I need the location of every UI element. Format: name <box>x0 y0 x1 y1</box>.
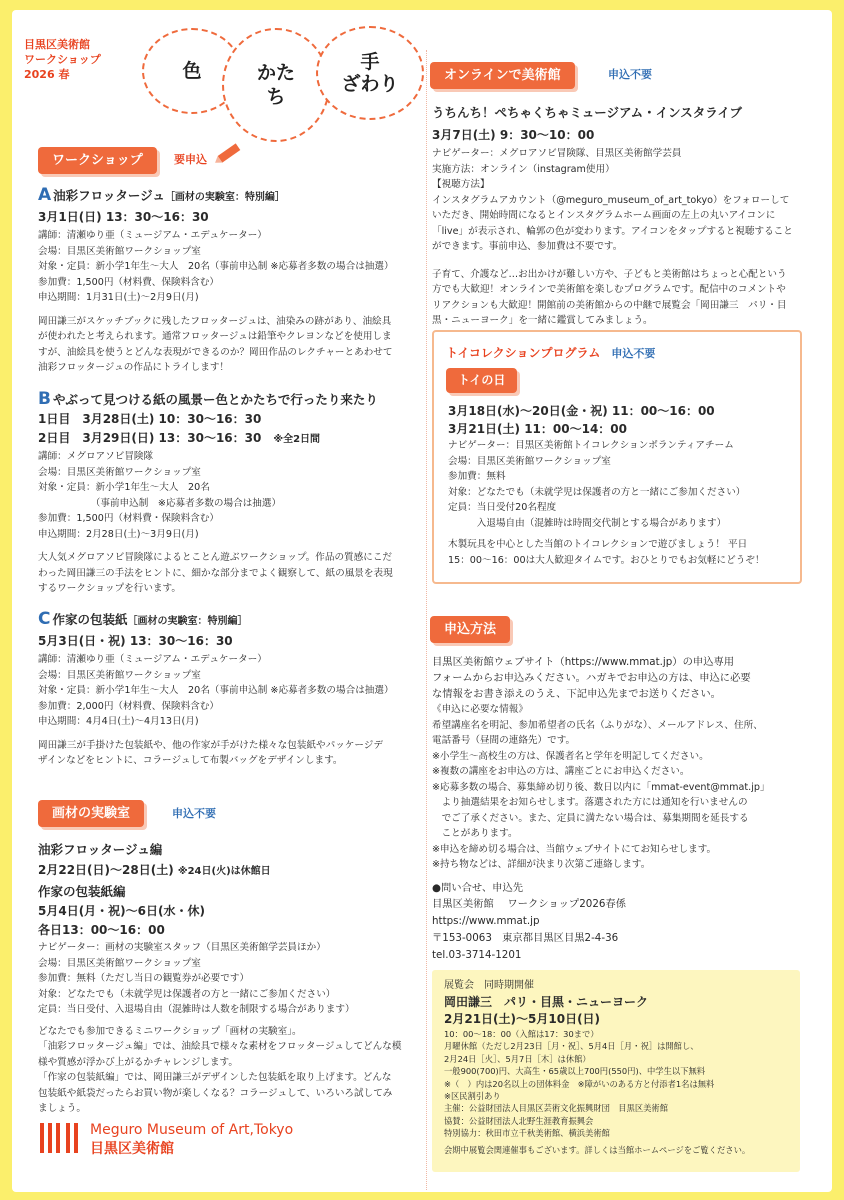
workshop-b-line-2: 会場：目黒区美術館ワークショップ室 <box>38 466 201 478</box>
workshop-c-line-2: 会場：目黒区美術館ワークショップ室 <box>38 669 201 681</box>
gazai-line-2: 会場：目黒区美術館ワークショップ室 <box>38 957 201 969</box>
gazai-date-3: 各日13：00〜16：00 <box>38 923 165 937</box>
workshop-c <box>38 608 394 769</box>
workshop-b-line-5: 参加費：1,500円（材料費・保険料含む） <box>38 513 219 524</box>
workshop-a-title: 油彩フロッタージュ <box>53 188 165 203</box>
online-desc2-2: 方でも大歓迎！オンラインで美術館を楽しむプログラムです。配信中のコメントや <box>432 284 786 295</box>
exhibition-line-5: ※（ ）内は20名以上の団体料金 ※障がいのある方と付添者1名は無料 <box>444 1078 715 1089</box>
exhibition-line-1: 10：00〜18：00（入館は17：30まで） <box>444 1029 599 1039</box>
bubble-shape <box>222 28 330 142</box>
workshop-c-line-3: 対象・定員：新小学1年生〜大人 20名（事前申込制 ※応募者多数の場合は抽選） <box>38 685 394 696</box>
online-line-3: 【視聴方法】 <box>432 179 490 190</box>
exhibition-line-4: 一般900(700)円、大高生・65歳以上700円(550円)、中学生以下無料 <box>444 1066 706 1077</box>
letter-c: C <box>38 609 51 629</box>
exhibition-title: 岡田謙三 パリ・目黒・ニューヨーク <box>444 995 649 1009</box>
apply-intro-2: フォームからお申込みください。ハガキでお申込の方は、申込に必要 <box>432 672 751 684</box>
online-date: 3月7日(土) 9：30〜10：00 <box>432 128 595 142</box>
online-desc2-4: 黒・ニューヨーク」を一緒に鑑賞してみましょう。 <box>432 315 653 326</box>
gazai-desc-4: 「作家の包装紙編」では、岡田謙三がデザインした包装紙を取り上げます。どんな <box>38 1072 392 1083</box>
workshop-b-line-4: （事前申込制 ※応募者多数の場合は抽選） <box>38 497 282 509</box>
gazai-date-2: 5月4日(月・祝)〜6日(水・休) <box>38 904 205 918</box>
letter-b: B <box>38 389 51 409</box>
bubble-touch <box>316 26 424 120</box>
online-label: オンラインで美術館 <box>430 62 575 89</box>
online-desc2-1: 子育て、介護など…お出かけが難しい方や、子どもと美術館はちょっと心配という <box>432 268 787 280</box>
exhibition-line-8: 協賛：公益財団法人北野生涯教育振興会 <box>444 1115 594 1126</box>
exhibition-dates: 2月21日(土)〜5月10日(日) <box>444 1012 601 1026</box>
toy-line-6: 入退場自由（混雑時は時間交代制とする場合があります） <box>448 517 727 529</box>
toy-date-1: 3月18日(水)〜20日(金・祝) 11：00〜16：00 <box>448 404 715 418</box>
gazai-line-4: 対象：どなたでも（未就学児は保護者の方と一緒にご参加ください） <box>38 988 336 1000</box>
online-title: うちんち！ぺちゃくちゃミュージアム・インスタライブ <box>432 105 743 120</box>
apply-needed-8: ことがあります。 <box>432 828 518 839</box>
workshop-a-line-5: 申込期間：1月31日(土)〜2月9日(月) <box>38 292 199 303</box>
apply-needed-9: ※申込を締め切る場合は、当館ウェブサイトにてお知らせします。 <box>432 843 717 855</box>
header-program: ワークショップ <box>24 53 101 66</box>
workshop-c-date: 5月3日(日・祝) 13：30〜16：30 <box>38 634 233 648</box>
workshop-note: 要申込 <box>174 153 207 166</box>
gazai-block <box>38 840 401 1117</box>
exhibition-heading: 展覧会 同時期開催 <box>444 980 534 991</box>
workshop-a <box>38 184 394 376</box>
workshop-b-day2-note: ※全2日間 <box>273 434 321 445</box>
workshop-b-title: やぶって見つける紙の風景ー色とかたちで行ったり来たり <box>52 392 378 407</box>
exhibition-line-10: 会期中展覧会関連催事もございます。詳しくは当館ホームページをご覧ください。 <box>444 1144 751 1155</box>
gazai-note: 申込不要 <box>172 807 216 820</box>
apply-needed-5: ※応募多数の場合、募集締め切り後、数日以内に「mmat-event@mmat.jp」 <box>432 781 770 793</box>
pencil-icon <box>212 140 246 166</box>
apply-needed-3: ※小学生〜高校生の方は、保護者名と学年を明記してください。 <box>432 750 709 762</box>
apply-contact-2: https://www.mmat.jp <box>432 915 540 927</box>
online-desc1-4: ができます。事前申込、参加費は不要です。 <box>432 241 623 252</box>
toy-note: 申込不要 <box>611 347 656 360</box>
online-desc1-2: いただき、開始時間になるとインスタグラムホーム画面の左上の丸いアイコンに <box>432 210 776 221</box>
workshop-c-bracket: ［画材の実験室：特別編］ <box>127 616 248 627</box>
apply-needed-title: 《申込に必要な情報》 <box>432 704 528 715</box>
workshop-b-line-1: 講師：メグロアソビ冒険隊 <box>38 451 154 462</box>
gazai-date-1: 2月22日(日)〜28日(土) <box>38 863 174 877</box>
online-line-2: 実施方法：オンライン（instagram使用） <box>432 163 615 175</box>
toy-line-5: 定員：当日受付20名程度 <box>448 502 557 513</box>
header-block <box>24 37 101 82</box>
apply-needed-7: でご了承ください。また、定員に満たない場合は、募集期間を延長する <box>432 812 749 824</box>
workshop-b-line-6: 申込期間：2月28日(土)〜3月9日(月) <box>38 528 199 540</box>
gazai-desc-3: 様や質感が浮かび上がるかチャレンジします。 <box>38 1056 238 1068</box>
workshop-a-line-3: 対象・定員：新小学1年生〜大人 20名（事前申込制 ※応募者多数の場合は抽選） <box>38 261 394 272</box>
apply-label: 申込方法 <box>430 616 510 643</box>
online-block <box>432 102 793 329</box>
gazai-desc-2: 「油彩フロッタージュ編」では、油絵具で様々な素材をフロッタージュしてどんな模 <box>38 1041 402 1052</box>
workshop-b-day2: 2日目 3月29日(日) 13：30〜16：30 <box>38 431 262 445</box>
exhibition-line-3: 2月24日［火］、5月7日［木］は休館） <box>444 1053 591 1064</box>
bubble-color-text: 色 <box>182 60 202 82</box>
toy-date-2: 3月21日(土) 11：00〜14：00 <box>448 422 627 436</box>
workshop-b-desc-2: わった岡田謙三の手法をヒントに、細かな部分までよく観察して、紙の風景を表現 <box>38 567 393 579</box>
workshop-a-desc-4: 油彩フロッタージュの作品にトライします！ <box>38 362 230 373</box>
apply-block <box>432 654 770 964</box>
online-desc1-1: インスタグラムアカウント（@meguro_museum_of_art_tokyo）をフォローして <box>432 194 790 206</box>
apply-needed-2: 電話番号（昼間の連絡先）です。 <box>432 735 576 746</box>
letter-a: A <box>38 185 52 205</box>
exhibition-line-6: ※区民割引あり <box>444 1091 501 1102</box>
apply-needed-4: ※複数の講座をお申込の方は、講座ごとにお申込ください。 <box>432 766 690 777</box>
gazai-line-3: 参加費：無料（ただし当日の観覧券が必要です） <box>38 973 250 984</box>
toy-line-4: 対象：どなたでも（未就学児は保護者の方と一緒にご参加ください） <box>448 486 746 498</box>
online-note: 申込不要 <box>608 68 652 81</box>
toy-desc-1: 木製玩具を中心とした当館のトイコレクションで遊びましょう！ 平日 <box>448 539 748 550</box>
exhibition-line-2: 月曜休館（ただし2月23日［月・祝］、5月4日［月・祝］は開館し、 <box>444 1041 699 1052</box>
workshop-a-desc-3: すが、油絵具を使うとどんな表現ができるのか？岡田作品のレクチャーとあわせて <box>38 346 393 358</box>
gazai-title-2: 作家の包装紙編 <box>38 884 126 899</box>
toy-heading: トイコレクションプログラム <box>446 346 601 360</box>
museum-logo-icon <box>40 1123 78 1153</box>
workshop-c-line-5: 申込期間：4月4日(土)〜4月13日(月) <box>38 716 199 727</box>
workshop-c-desc-1: 岡田謙三が手掛けた包装紙や、他の作家が手がけた様々な包装紙やパッケージデ <box>38 739 383 751</box>
toy-line-1: ナビゲーター：目黒区美術館トイコレクションボランティアチーム <box>448 440 734 451</box>
gazai-desc-5: 包装紙や紙袋だったらお買い物が楽しくなる？コラージュして、いろいろ試してみ <box>38 1087 393 1099</box>
apply-intro-1: 目黒区美術館ウェブサイト（https://www.mmat.jp）の申込専用 <box>432 656 735 668</box>
online-desc2-3: リアクションも大歓迎！開館前の美術館からの中継で展覧会「岡田謙三 パリ・目 <box>432 299 787 311</box>
apply-needed-10: ※持ち物などは、詳細が決まり次第ご連絡します。 <box>432 859 651 870</box>
workshop-a-bracket: ［画材の実験室：特別編］ <box>164 192 285 203</box>
workshop-c-title: 作家の包装紙 <box>52 612 128 627</box>
gazai-desc-6: ましょう。 <box>38 1103 86 1114</box>
exhibition-line-7: 主催：公益財団法人目黒区芸術文化振興財団 目黒区美術館 <box>444 1103 669 1114</box>
workshop-a-desc-1: 岡田謙三がスケッチブックに残したフロッタージュは、油染みの跡があり、油絵具 <box>38 315 392 327</box>
apply-contact-4: tel.03-3714-1201 <box>432 949 522 961</box>
gazai-desc-1: どなたでも参加できるミニワークショップ「画材の実験室」。 <box>38 1025 302 1037</box>
gazai-date-1-note: ※24日(火)は休館日 <box>177 866 271 877</box>
footer-logo-ja: 目黒区美術館 <box>90 1141 174 1157</box>
online-line-1: ナビゲーター：メグロアソビ冒険隊、目黒区美術館学芸員 <box>432 148 682 159</box>
toy-pill: トイの日 <box>446 368 517 393</box>
workshop-b-desc-3: するワークショップを行います。 <box>38 583 181 594</box>
toy-line-3: 参加費：無料 <box>448 471 506 482</box>
toy-line-2: 会場：目黒区美術館ワークショップ室 <box>448 455 611 467</box>
workshop-a-line-1: 講師：清瀬ゆり亜（ミュージアム・エデュケーター） <box>38 230 267 241</box>
gazai-line-5: 定員：当日受付、入退場自由（混雑時は人数を制限する場合があります） <box>38 1004 355 1015</box>
workshop-label: ワークショップ <box>38 147 157 174</box>
apply-contact-1: 目黒区美術館 ワークショップ2026春係 <box>432 898 627 910</box>
flyer-sheet <box>12 10 832 1192</box>
apply-contact-title: ●問い合せ、申込先 <box>432 881 524 894</box>
exhibition-box <box>432 970 800 1172</box>
exhibition-line-9: 特別協力：秋田市立千秋美術館、横浜美術館 <box>444 1128 610 1139</box>
apply-contact-3: 〒153-0063 東京都目黒区目黒2-4-36 <box>432 932 619 944</box>
apply-needed-1: 希望講座名を明記、参加希望者の氏名（ふりがな）、メールアドレス、住所、 <box>432 719 763 731</box>
workshop-b <box>38 388 393 597</box>
workshop-a-date: 3月1日(日) 13：30〜16：30 <box>38 210 209 224</box>
toy-desc-2: 15：00〜16：00は大人歓迎タイムです。おひとりでもお気軽にどうぞ！ <box>448 554 765 566</box>
gazai-line-1: ナビゲーター：画材の実験室スタッフ（目黒区美術館学芸員ほか） <box>38 942 326 953</box>
workshop-b-desc-1: 大人気メグロアソビ冒険隊によるとことん遊ぶワークショップ。作品の質感にこだ <box>38 552 393 563</box>
workshop-b-line-3: 対象・定員：新小学1年生〜大人 20名 <box>38 482 210 493</box>
workshop-a-desc-2: が使われたと考えられます。通常フロッタージュは鉛筆やクレヨンなどを使用しま <box>38 331 392 342</box>
online-desc1-3: 「live」が表示され、輪郭の色が変わります。アイコンをタップすると視聴すること <box>432 225 793 237</box>
workshop-c-line-1: 講師：清瀬ゆり亜（ミュージアム・エデュケーター） <box>38 654 267 665</box>
bubble-touch-text: 手 ざわり <box>341 51 399 95</box>
workshop-a-line-4: 参加費：1,500円（材料費、保険料含む） <box>38 276 219 288</box>
toy-box <box>432 330 802 584</box>
column-divider <box>426 50 427 1190</box>
workshop-c-line-4: 参加費：2,000円（材料費、保険料含む） <box>38 700 219 712</box>
apply-needed-6: より抽選結果をお知らせします。落選された方には通知を行いませんの <box>432 797 748 808</box>
gazai-label: 画材の実験室 <box>38 800 144 827</box>
apply-intro-3: な情報をお書き添えのうえ、下記申込先までお送りください。 <box>432 688 721 700</box>
workshop-a-line-2: 会場：目黒区美術館ワークショップ室 <box>38 245 201 257</box>
workshop-c-desc-2: ザインなどをヒントに、コラージュして布製バッグをデザインします。 <box>38 755 343 766</box>
bubble-shape-text: かたち <box>256 62 295 108</box>
header-museum: 目黒区美術館 <box>24 38 90 51</box>
gazai-title-1: 油彩フロッタージュ編 <box>38 842 163 857</box>
footer-logo-en: Meguro Museum of Art,Tokyo <box>90 1122 294 1138</box>
header-season: 2026 春 <box>24 68 70 81</box>
workshop-b-day1: 1日目 3月28日(土) 10：30〜16：30 <box>38 412 262 426</box>
